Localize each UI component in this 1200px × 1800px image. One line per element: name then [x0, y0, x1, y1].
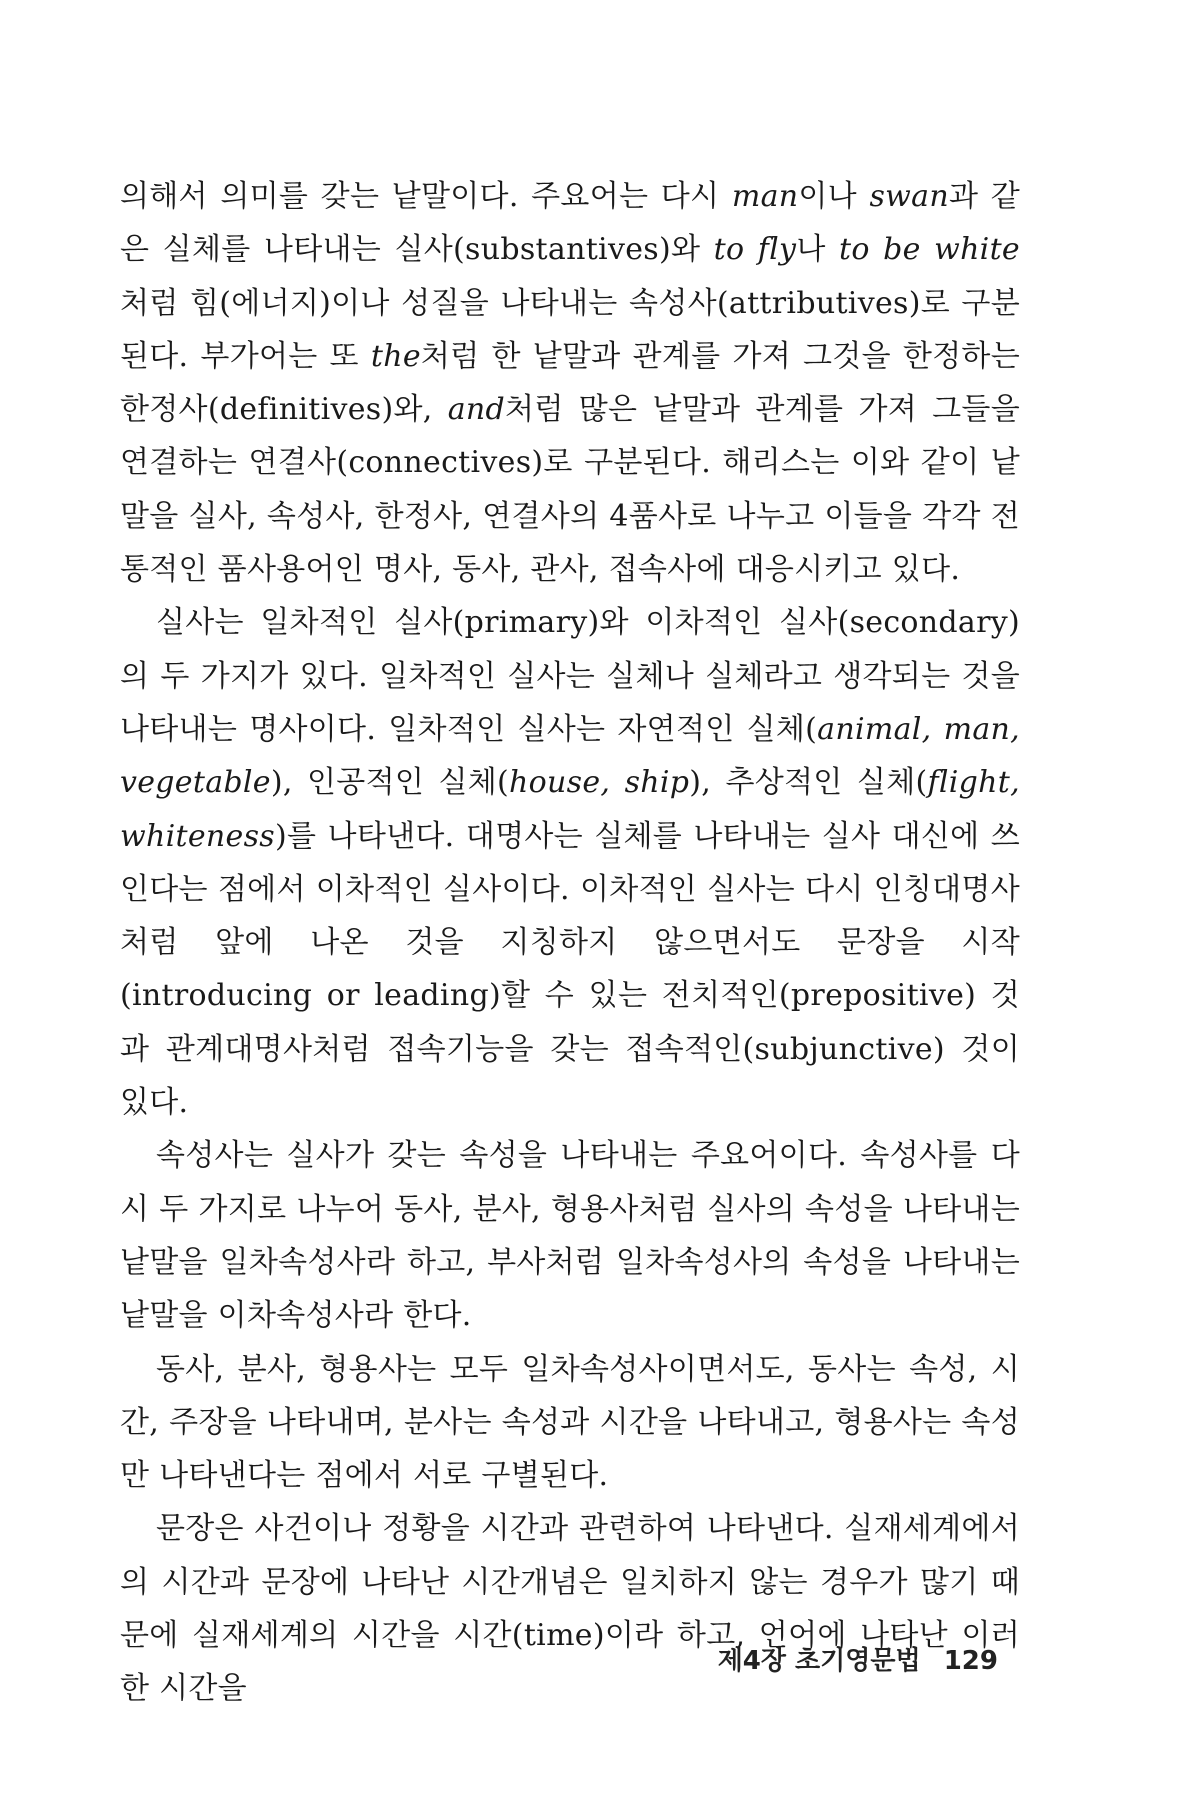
- text-run: 문장은 사건이나 정황을 시간과 관련하여 나타낸다. 실재세계에서의 시간과 문장에 나타난 시간개념은 일치하지 않는 경우가 많기 때문에 실재세계의 시간을 시간(time)이라 하고, 언어에 나타난 이러한 시간을: [120, 1511, 1020, 1707]
- text-run: 동사, 분사, 형용사는 모두 일차속성사이면서도, 동사는 속성, 시간, 주장을 나타내며, 분사는 속성과 시간을 나타내고, 형용사는 속성만 나타낸다는 점에서 서로 구별된다.: [120, 1351, 1020, 1494]
- text-run: 처럼 힘(에너지)이나 성질을 나타내는 속성사(attributives)로 구분된다. 부가어는 또: [120, 285, 1020, 374]
- italic-term: man: [731, 179, 799, 214]
- paragraph: [120, 170, 1020, 596]
- italic-term: to fly: [713, 232, 797, 268]
- page-footer: [120, 1640, 998, 1677]
- paragraph: [120, 1129, 1020, 1342]
- paragraph: [120, 1343, 1020, 1503]
- text-run: 처럼 한 낱말과 관계를 가져 그것을 한정하는 한정사(definitives)와,: [120, 338, 1020, 428]
- italic-term: the: [370, 338, 421, 374]
- paragraph: [120, 1502, 1020, 1715]
- text-run: ), 추상적인 실체(: [689, 765, 928, 801]
- italic-term: flight, whiteness: [120, 765, 1020, 854]
- text-run: 이나: [798, 179, 870, 214]
- italic-term: house, ship: [509, 765, 690, 801]
- italic-term: swan: [869, 179, 949, 214]
- text-run: )를 나타낸다. 대명사는 실체를 나타내는 실사 대신에 쓰인다는 점에서 이차적인 실사이다. 이차적인 실사는 다시 인칭대명사처럼 앞에 나온 것을 지칭하지 않으면서도 문장을 시작(introducing or leading)할 수 있는 전치적인(prepositive) 것과 관계대명사처럼 접속기능을 갖는 접속적인(subjunctive) 것이 있다.: [120, 818, 1020, 1121]
- text-run: 과 같은 실체를 나타내는 실사(substantives)와: [120, 179, 1020, 268]
- text-run: 실사는 일차적인 실사(primary)와 이차적인 실사(secondary)의 두 가지가 있다. 일차적인 실사는 실체나 실체라고 생각되는 것을 나타내는 명사이다. 일차적인 실사는 자연적인 실체(: [120, 605, 1020, 747]
- paragraph: [120, 596, 1020, 1129]
- italic-term: animal, man, vegetable: [120, 711, 1020, 801]
- text-run: 처럼 많은 낱말과 관계를 가져 그들을 연결하는 연결사(connectives)로 구분된다. 해리스는 이와 같이 낱말을 실사, 속성사, 한정사, 연결사의 4품사로 나누고 이들을 각각 전통적인 품사용어인 명사, 동사, 관사, 접속사에 대응시키고 있다.: [120, 392, 1020, 588]
- chapter-title: 제4장 초기영문법: [717, 1646, 921, 1676]
- text-run: 의해서 의미를 갖는 낱말이다. 주요어는 다시: [120, 179, 732, 214]
- italic-term: and: [447, 392, 506, 428]
- text-run: ), 인공적인 실체(: [270, 765, 510, 801]
- page-number: 129: [943, 1646, 998, 1676]
- italic-term: to be white: [839, 232, 1020, 268]
- body-text: [120, 170, 1020, 1716]
- text-run: 나: [796, 232, 839, 268]
- text-run: 속성사는 실사가 갖는 속성을 나타내는 주요어이다. 속성사를 다시 두 가지로 나누어 동사, 분사, 형용사처럼 실사의 속성을 나타내는 낱말을 일차속성사라 하고, 부사처럼 일차속성사의 속성을 나타내는 낱말을 이차속성사라 한다.: [120, 1138, 1020, 1334]
